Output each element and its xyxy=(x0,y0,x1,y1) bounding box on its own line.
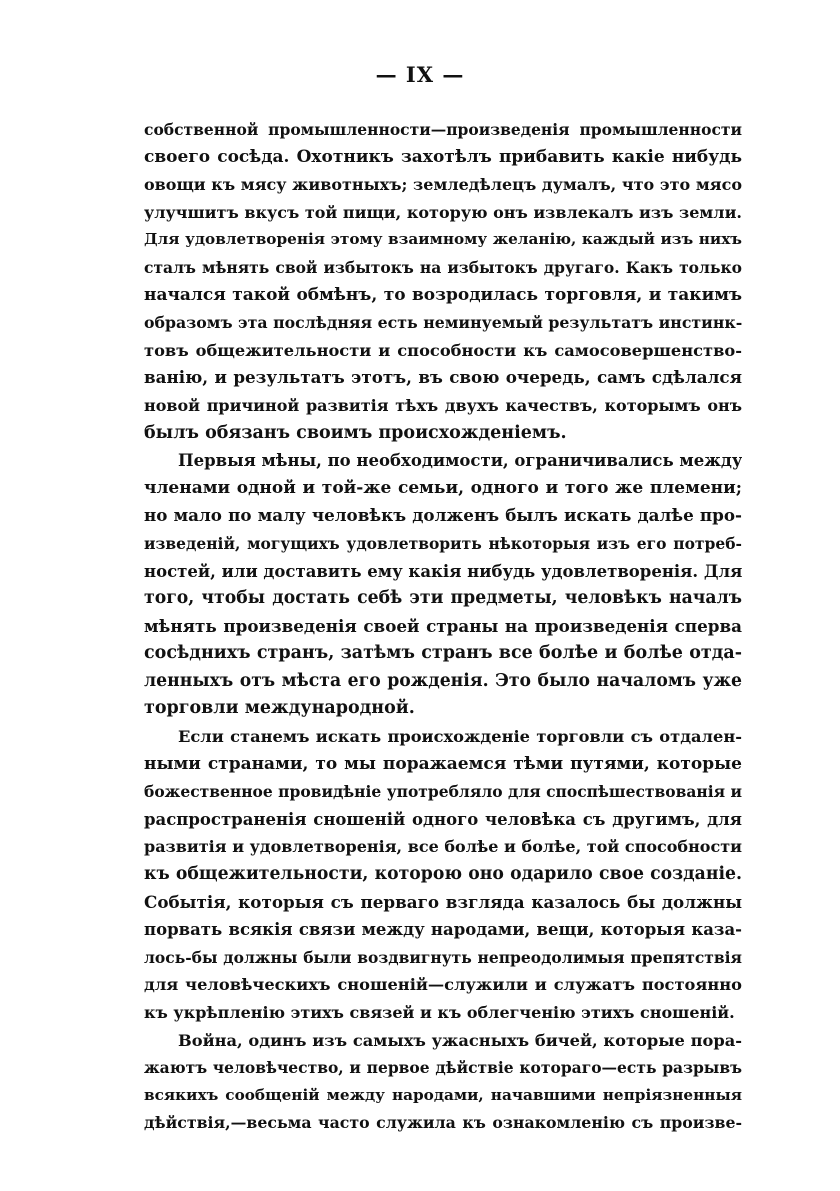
text-line: начался такой обмѣнъ, то возродилась торговля, и такимъ xyxy=(144,284,742,305)
text-line: для человѣческихъ сношеній—служили и служатъ постоянно xyxy=(144,975,742,995)
text-line: сталъ мѣнять свой избытокъ на избытокъ другаго. Какъ только xyxy=(144,257,742,277)
paragraph-2 xyxy=(144,447,742,723)
paragraph-1 xyxy=(144,116,742,447)
text-line: овощи къ мясу животныхъ; земледѣлецъ думалъ, что это мясо xyxy=(144,175,742,195)
text-line: былъ обязанъ своимъ происхожденіемъ. xyxy=(144,422,567,443)
text-line: порвать всякія связи между народами, вещи, которыя каза- xyxy=(144,920,742,940)
text-line: торговли международной. xyxy=(144,698,415,719)
text-line: собственной промышленности—произведенія промышленности xyxy=(144,120,742,139)
text-line: Война, одинъ изъ самыхъ ужасныхъ бичей, которые пора- xyxy=(178,1030,742,1050)
text-line: товъ общежительности и способности къ самосовершенство- xyxy=(144,340,742,360)
text-line: лось-бы должны были воздвигнуть непреодолимыя препятствія xyxy=(144,947,742,967)
text-line: новой причиной развитія тѣхъ двухъ качествъ, которымъ онъ xyxy=(144,395,742,415)
text-line: ными странами, то мы поражаемся тѣми путями, которые xyxy=(144,753,742,774)
text-line: жаютъ человѣчество, и первое дѣйствіе котораго—есть разрывъ xyxy=(144,1058,742,1078)
text-line: улучшитъ вкусъ той пищи, которую онъ извлекалъ изъ земли. xyxy=(144,202,742,222)
text-line: того, чтобы достать себѣ эти предметы, человѣкъ началъ xyxy=(144,588,742,609)
body-text xyxy=(144,116,742,1137)
text-line: ванію, и результатъ этотъ, въ свою очередь, самъ сдѣлался xyxy=(144,367,742,388)
text-line: сосѣднихъ странъ, затѣмъ странъ все болѣе и болѣе отда- xyxy=(144,643,742,664)
text-line: Событія, которыя съ перваго взгляда казалось бы должны xyxy=(144,891,742,912)
paragraph-4 xyxy=(144,1027,742,1137)
text-line: Для удовлетворенія этому взаимному желанію, каждый изъ нихъ xyxy=(144,230,742,249)
text-line: изведеній, могущихъ удовлетворить нѣкоторыя изъ его потреб- xyxy=(144,533,742,553)
text-line: мѣнять произведенія своей страны на произведенія сперва xyxy=(144,615,742,636)
text-line: Первыя мѣны, по необходимости, ограничивались между xyxy=(178,451,742,471)
text-line: своего сосѣда. Охотникъ захотѣлъ прибавить какіе нибудь xyxy=(144,146,742,167)
text-line: всякихъ сообщеній между народами, начавшими непріязненныя xyxy=(144,1085,742,1104)
text-line: ностей, или доставить ему какія нибудь удовлетворенія. Для xyxy=(144,561,742,581)
text-line: божественное провидѣніе употребляло для споспѣшествованія и xyxy=(144,782,742,802)
paragraph-3 xyxy=(144,723,742,1027)
text-line: развитія и удовлетворенія, все болѣе и болѣе, той способности xyxy=(144,837,742,857)
text-line: Если станемъ искать происхожденіе торговли съ отдален- xyxy=(178,727,742,747)
page-number: — IX — xyxy=(375,62,465,87)
text-line: къ общежительности, которою оно одарило свое созданіе. xyxy=(144,864,742,885)
text-line: къ укрѣпленію этихъ связей и къ облегченію этихъ сношеній. xyxy=(144,1003,735,1022)
text-line: но мало по малу человѣкъ долженъ былъ искать далѣе про- xyxy=(144,505,742,526)
text-line: распространенія сношеній одного человѣка съ другимъ, для xyxy=(144,809,742,829)
text-line: образомъ эта послѣдняя есть неминуемый результатъ инстинк- xyxy=(144,313,742,333)
text-line: ленныхъ отъ мѣста его рожденія. Это было началомъ уже xyxy=(144,670,742,691)
text-line: членами одной и той-же семьи, одного и того же племени; xyxy=(144,477,742,498)
text-line: дѣйствія,—весьма часто служила къ ознакомленію съ произве- xyxy=(144,1113,742,1133)
